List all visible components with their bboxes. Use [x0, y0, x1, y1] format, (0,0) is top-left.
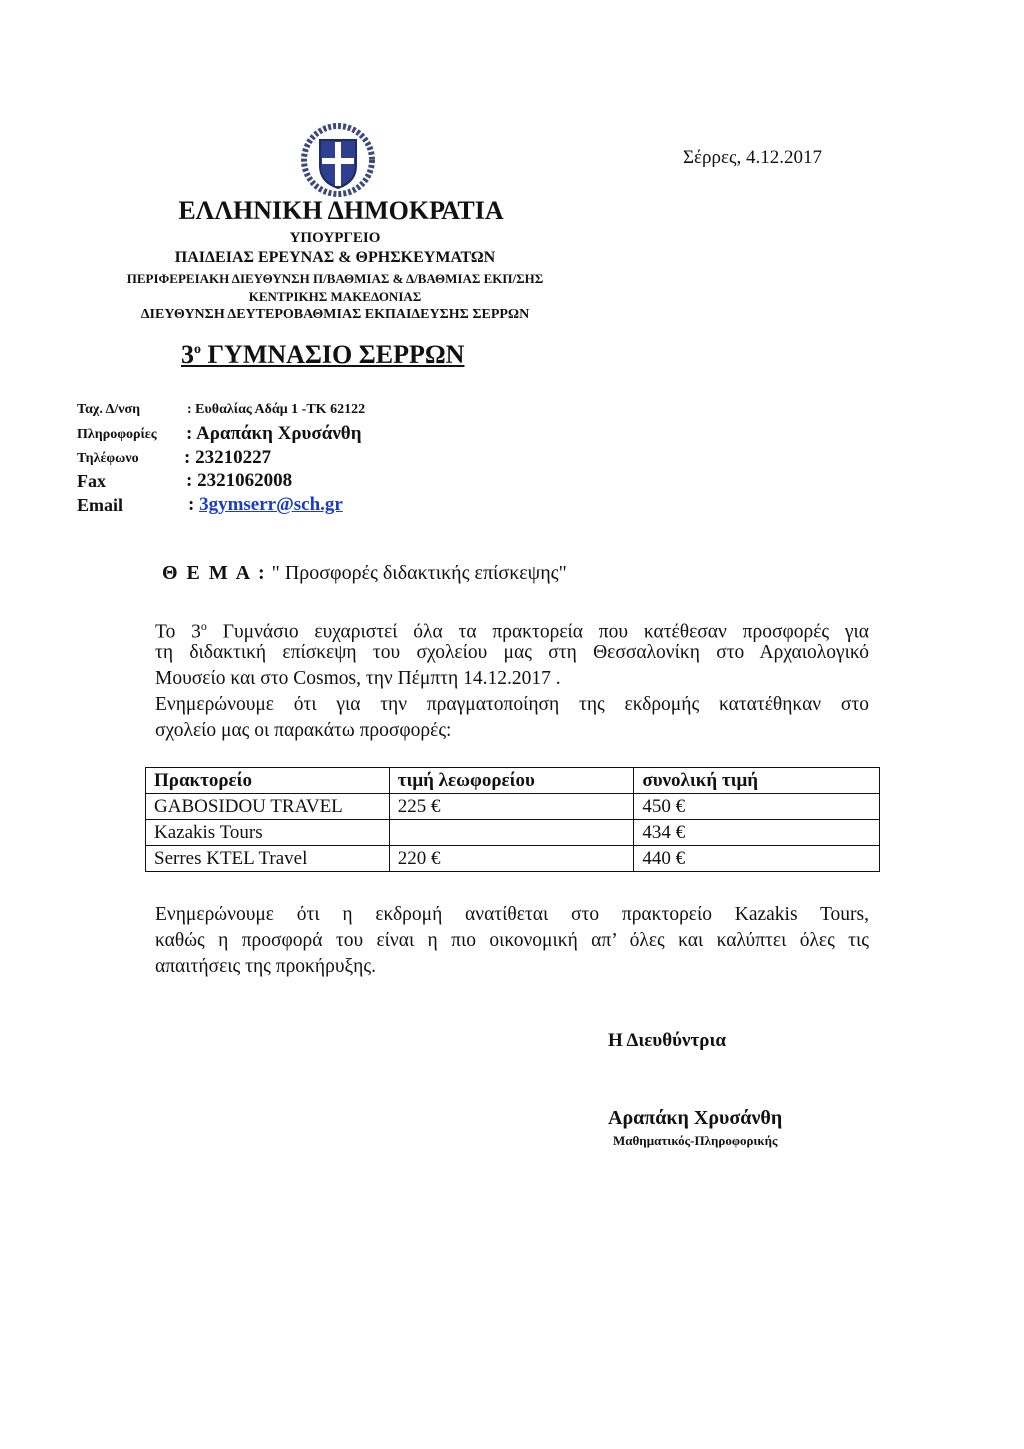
- email-prefix: :: [188, 494, 200, 515]
- phone-label: Τηλέφωνο: [77, 451, 139, 466]
- address-value: : Ευθαλίας Αδάμ 1 -ΤΚ 62122: [187, 402, 366, 417]
- email-label: Email: [77, 495, 124, 515]
- paragraph-1-line-3: Μουσείο και στο Cosmos, την Πέμπτη 14.12.2017 .: [155, 668, 561, 689]
- address-label: Ταχ. Δ/νση: [77, 402, 141, 417]
- email-link[interactable]: [199, 494, 343, 515]
- school-ordinal: ο: [194, 342, 201, 357]
- table-row: [146, 820, 880, 846]
- table-row: [146, 794, 880, 820]
- info-value: : Αραπάκη Χρυσάνθη: [186, 423, 362, 444]
- info-label: Πληροφορίες: [77, 427, 157, 442]
- paragraph-3-line-1: Ενημερώνουμε ότι η εκδρομή ανατίθεται στο πρακτορείο Kazakis Tours,: [155, 904, 869, 925]
- p1-rest: Γυμνάσιο ευχαριστεί όλα τα πρακτορεία που κατέθεσαν προσφορές για: [206, 621, 869, 643]
- paragraph-1-line-2: τη διδακτική επίσκεψη του σχολείου μας στη Θεσσαλονίκη στο Αρχαιολογικό: [155, 642, 869, 663]
- cell-agency: Kazakis Tours: [146, 820, 390, 846]
- cell-agency: GABOSIDOU TRAVEL: [146, 794, 390, 820]
- school-title: [181, 340, 464, 370]
- cell-bus-price: 220 €: [389, 846, 634, 872]
- document-date: Σέρρες, 4.12.2017: [683, 147, 823, 168]
- header-agency: Πρακτορείο: [146, 768, 390, 794]
- school-number: 3: [181, 340, 194, 369]
- cell-bus-price: 225 €: [389, 794, 634, 820]
- republic-heading: ΕΛΛΗΝΙΚΗ ΔΗΜΟΚΡΑΤΙΑ: [178, 196, 504, 225]
- subject-label: Θ Ε Μ Α :: [162, 562, 267, 584]
- paragraph-2-line-1: Ενημερώνουμε ότι για την πραγματοποίηση της εκδρομής κατατέθηκαν στο: [155, 694, 869, 715]
- signer-title: Μαθηματικός-Πληροφορικής: [613, 1133, 778, 1148]
- paragraph-2-line-2: σχολείο μας οι παρακάτω προσφορές:: [155, 720, 452, 741]
- signer-name: Αραπάκη Χρυσάνθη: [608, 1107, 783, 1129]
- table-header-row: [146, 768, 880, 794]
- cell-total-price: 450 €: [634, 794, 880, 820]
- fax-label: Fax: [77, 471, 106, 491]
- cell-total-price: 440 €: [634, 846, 880, 872]
- central-macedonia: ΚΕΝΤΡΙΚΗΣ ΜΑΚΕΔΟΝΙΑΣ: [248, 289, 422, 304]
- offers-table: [145, 767, 880, 872]
- cell-total-price: 434 €: [634, 820, 880, 846]
- cell-agency: Serres KTEL Travel: [146, 846, 390, 872]
- paragraph-3-line-2: καθώς η προσφορά του είναι η πιο οικονομική απ’ όλες και καλύπτει όλες τις: [155, 930, 869, 951]
- paragraph-3-line-3: απαιτήσεις της προκήρυξης.: [155, 956, 376, 977]
- subject-line: [162, 562, 567, 585]
- p1-start: Το 3: [155, 621, 201, 643]
- coat-of-arms-icon: [300, 122, 376, 198]
- cell-bus-price: [389, 820, 634, 846]
- fax-value: : 2321062008: [186, 470, 293, 491]
- email-link-text: 3gymserr@sch.gr: [199, 494, 343, 515]
- ministry-line-1: ΥΠΟΥΡΓΕΙΟ: [289, 230, 381, 246]
- regional-directorate: ΠΕΡΙΦΕΡΕΙΑΚΗ ΔΙΕΥΘΥΝΣΗ Π/ΒΑΘΜΙΑΣ & Δ/ΒΑΘΜΙΑΣ ΕΚΠ/ΣΗΣ: [126, 271, 544, 286]
- phone-value: : 23210227: [184, 447, 272, 468]
- email-field: [188, 494, 343, 516]
- secondary-directorate: ΔΙΕΥΘΥΝΣΗ ΔΕΥΤΕΡΟΒΑΘΜΙΑΣ ΕΚΠΑΙΔΕΥΣΗΣ ΣΕΡΡΩΝ: [140, 307, 530, 322]
- p1-ordinal: ο: [200, 619, 207, 633]
- ministry-line-2: ΠΑΙΔΕΙΑΣ ΕΡΕΥΝΑΣ & ΘΡΗΣΚΕΥΜΑΤΩΝ: [174, 249, 496, 266]
- table-row: [146, 846, 880, 872]
- closing-title: Η Διευθύντρια: [608, 1030, 726, 1051]
- header-total-price: συνολική τιμή: [634, 768, 880, 794]
- subject-text: " Προσφορές διδακτικής επίσκεψης": [266, 562, 567, 584]
- school-name: ΓΥΜΝΑΣΙΟ ΣΕΡΡΩΝ: [207, 340, 465, 369]
- header-bus-price: τιμή λεωφορείου: [389, 768, 634, 794]
